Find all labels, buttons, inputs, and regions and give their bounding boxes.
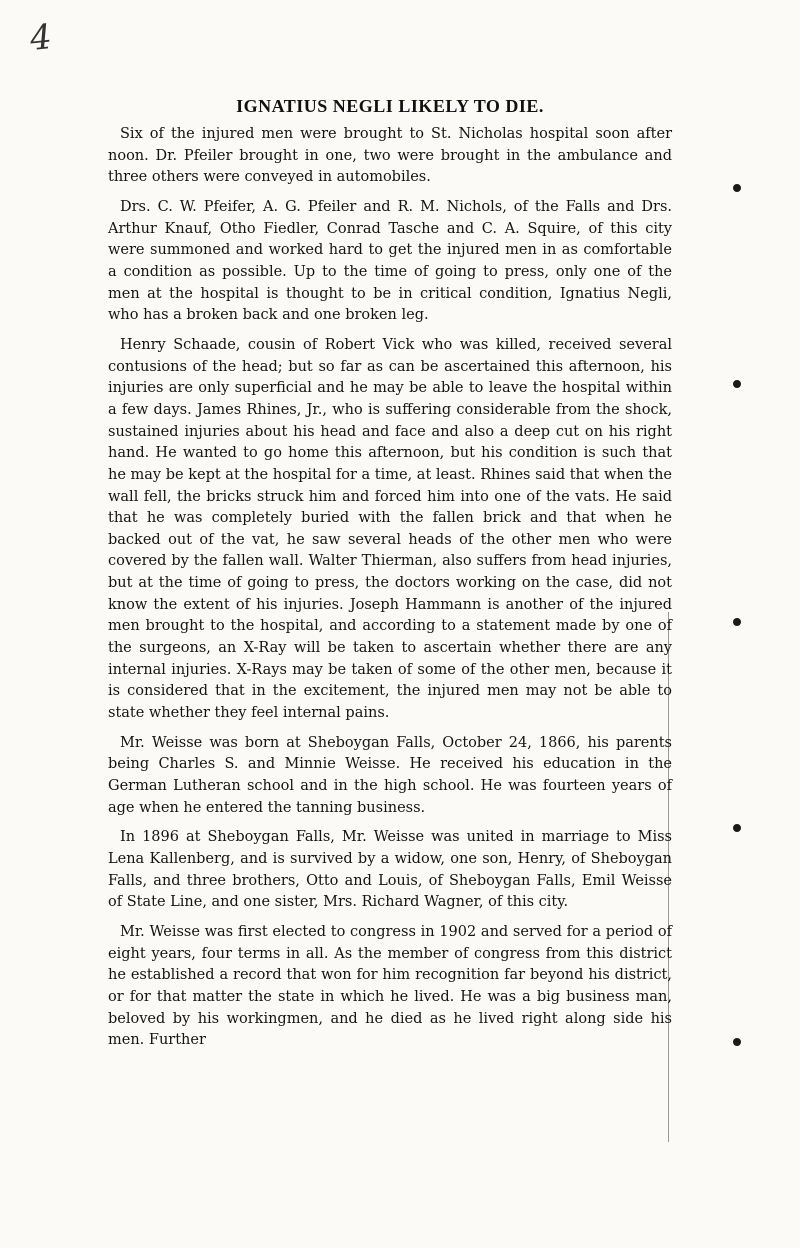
handwritten-page-number: 4: [27, 16, 54, 60]
margin-mark-icon: [733, 184, 741, 192]
article-headline: IGNATIUS NEGLI LIKELY TO DIE.: [236, 96, 544, 116]
paragraph: Drs. C. W. Pfeifer, A. G. Pfeiler and R. M. Nichols, of the Falls and Drs. Arthur Knauf, Otho Fiedler, Conrad Tasche and C. A. Squire, of this city were summoned and worked hard to get the injured men in as comfortable a condition as possible. Up to the time of going to press, only one of the men at the hospital is thought to be in critical condition, Ignatius Negli, who has a broken back and one broken leg.: [108, 198, 672, 324]
paragraph: Six of the injured men were brought to St. Nicholas hospital soon after noon. Dr. Pfeiler brought in one, two were brought in the ambulance and three others were conveyed in automobiles.: [108, 126, 672, 186]
margin-mark-icon: [733, 824, 741, 832]
margin-mark-icon: [733, 618, 741, 626]
margin-mark-icon: [733, 380, 741, 388]
paragraph: In 1896 at Sheboygan Falls, Mr. Weisse was united in marriage to Miss Lena Kallenberg, and is survived by a widow, one son, Henry, of Sheboygan Falls, and three brothers, Otto and Louis, of Sheboygan Falls, Emil Weisse of State Line, and one sister, Mrs. Richard Wagner, of this city.: [108, 829, 672, 911]
margin-mark-icon: [733, 1038, 741, 1046]
paragraph: Mr. Weisse was first elected to congress in 1902 and served for a period of eight years, four terms in all. As the member of congress from this district he established a record that won for him recognition far beyond his district, or for that matter the state in which he lived. He was a big business man, beloved by his workingmen, and he died as he lived right along side his men. Further: [108, 923, 672, 1049]
paragraph: Henry Schaade, cousin of Robert Vick who was killed, received several contusions of the head; but so far as can be ascertained this afternoon, his injuries are only superficial and he may be able to leave the hospital within a few days. James Rhines, Jr., who is suffering considerable from the shock, sustained injuries about his head and face and also a deep cut on his right hand. He wanted to go home this afternoon, but his condition is such that he may be kept at the hospital for a time, at least. Rhines said that when the wall fell, the bricks struck him and forced him into one of the vats. He said that he was completely buried with the fallen brick and that when he backed out of the vat, he saw several heads of the other men who were covered by the fallen wall. Walter Thierman, also suffers from head injuries, but at the time of going to press, the doctors working on the case, did not know the extent of his injuries. Joseph Hammann is another of the injured men brought to the hospital, and according to a statement made by one of the surgeons, an X-Ray will be taken to ascertain whether there are any internal injuries. X-Rays may be taken of some of the other men, because it is considered that in the excitement, the injured men may not be able to state whether they feel internal pains.: [108, 336, 672, 722]
article-body: [108, 124, 672, 1060]
paragraph: Mr. Weisse was born at Sheboygan Falls, October 24, 1866, his parents being Charles S. and Minnie Weisse. He received his education in the German Lutheran school and in the high school. He was fourteen years of age when he entered the tanning business.: [108, 734, 672, 816]
